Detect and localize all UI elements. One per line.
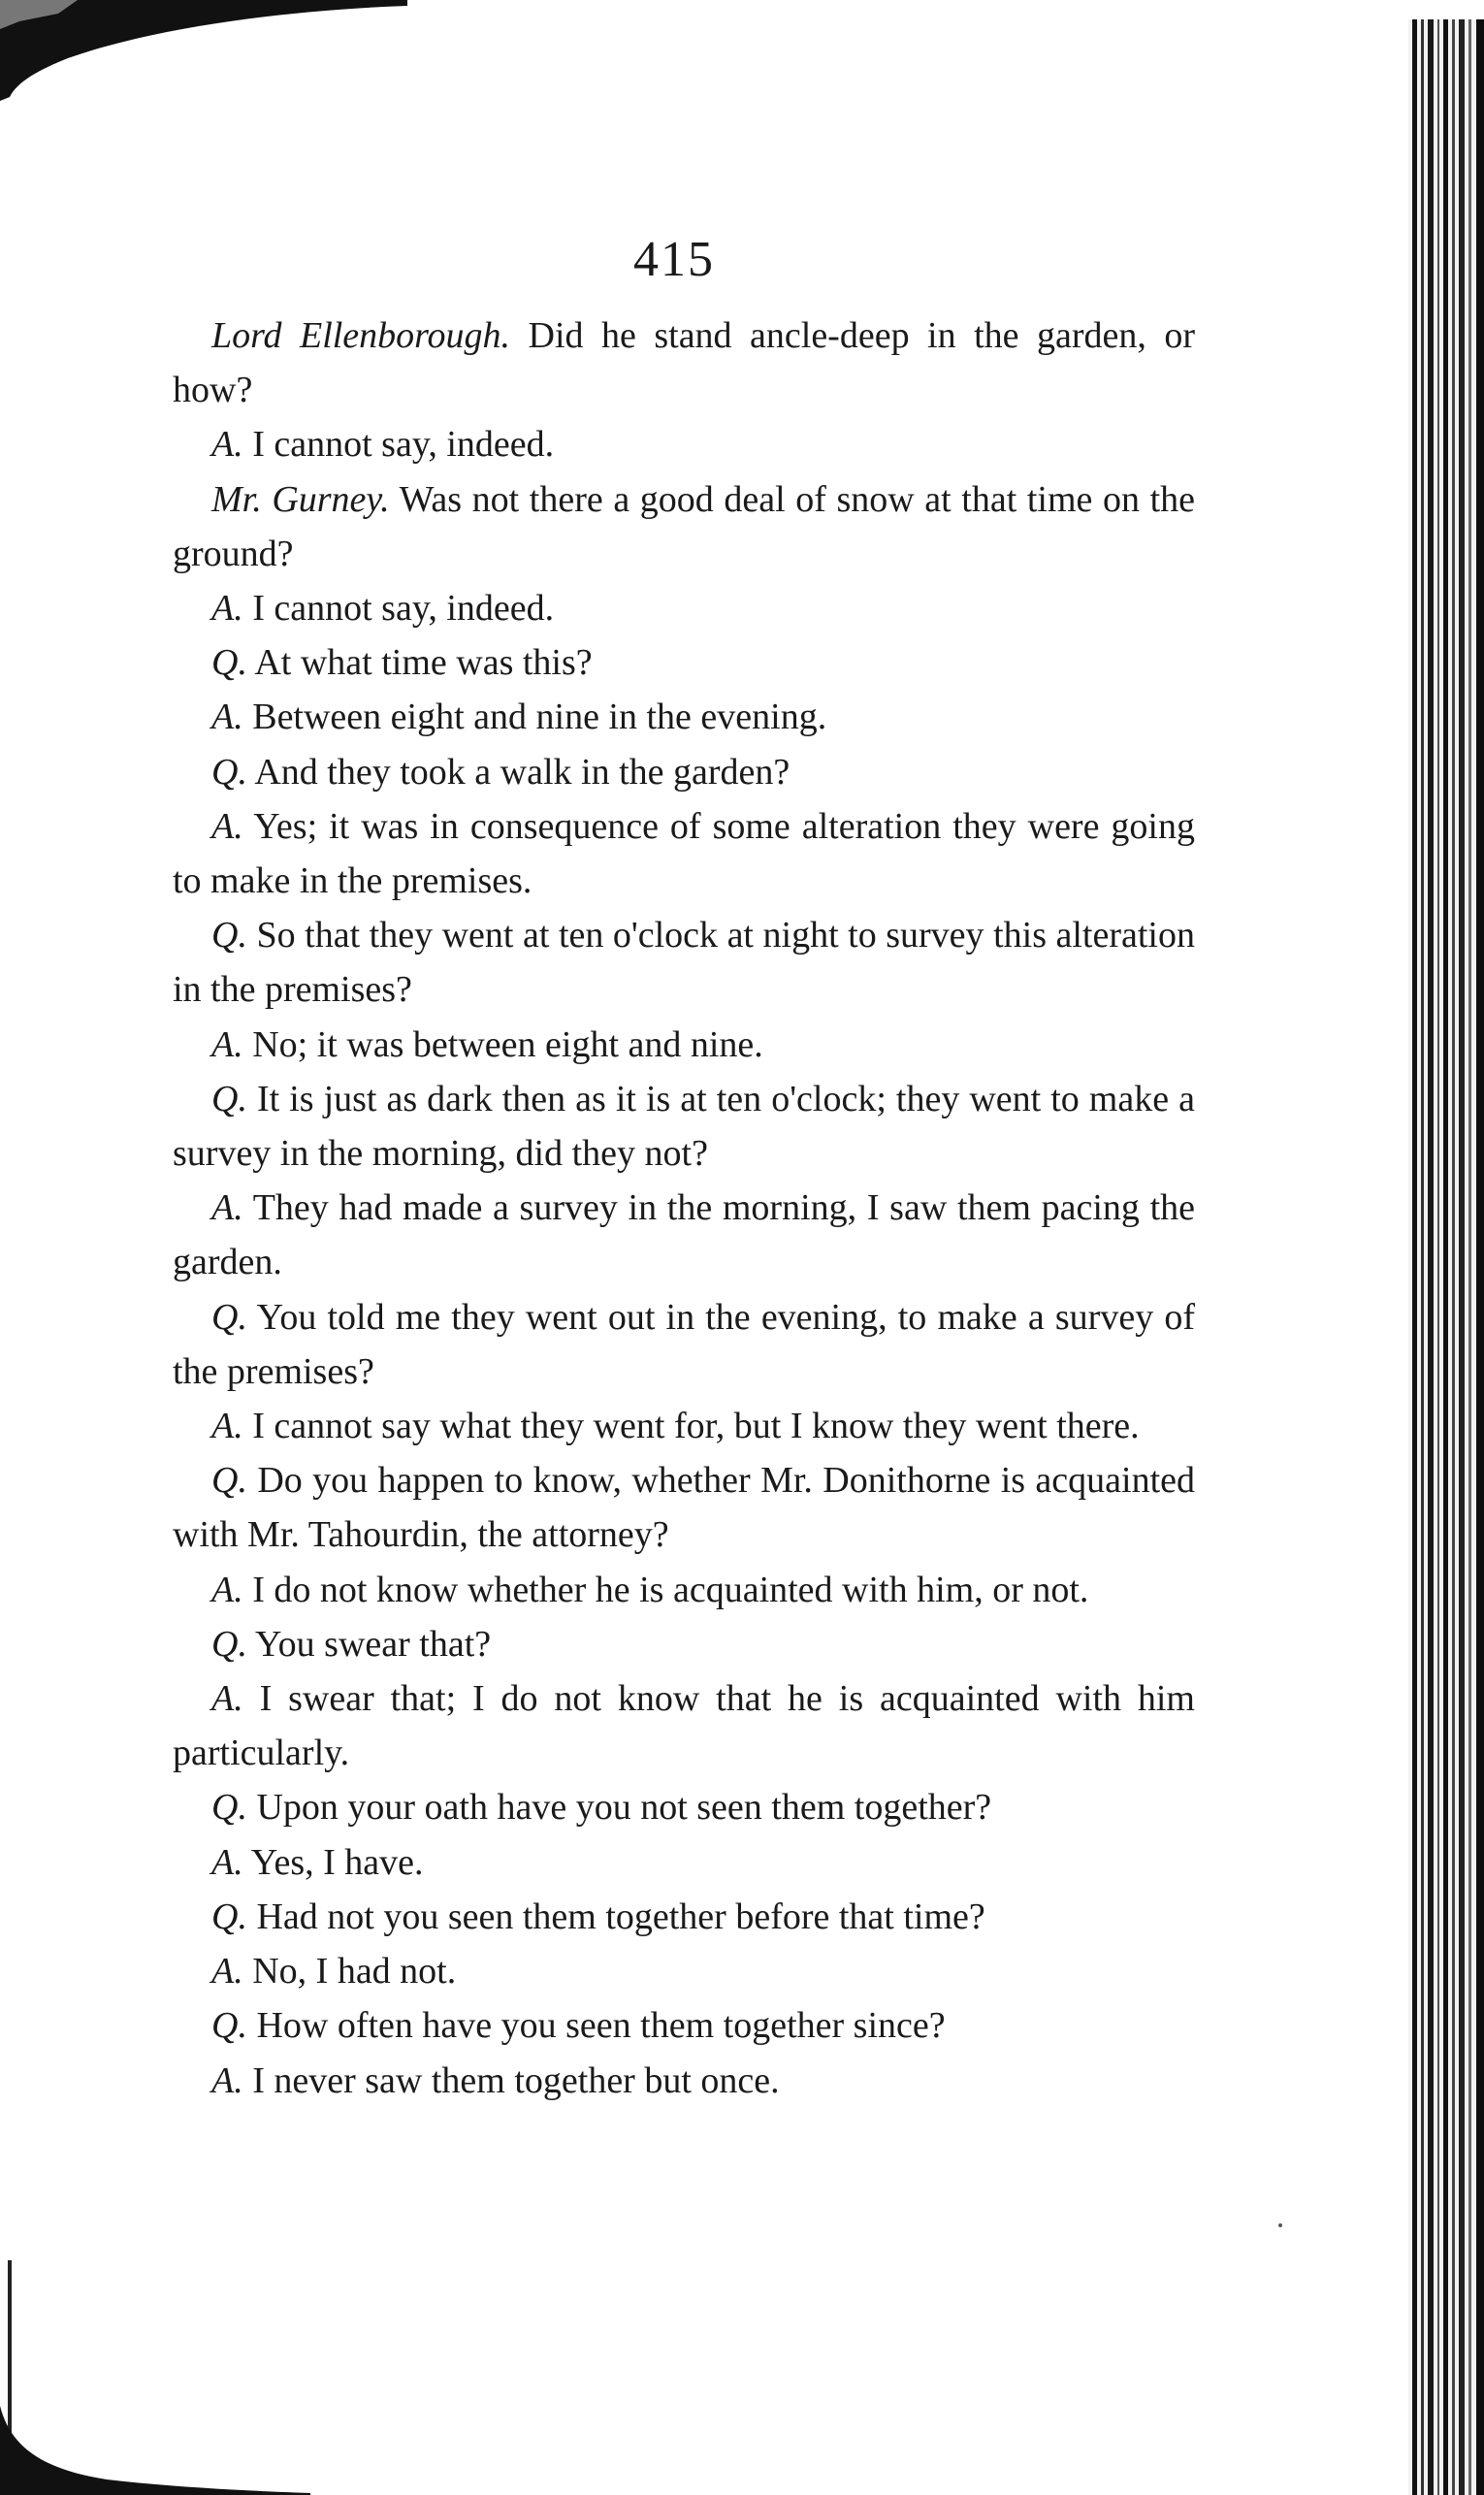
- dialogue-paragraph: [173, 1780, 1195, 1834]
- speaker-label: Q.: [211, 2005, 247, 2047]
- dialogue-paragraph: [173, 1890, 1195, 1944]
- dialogue-line: I cannot say what they went for, but I know they went there.: [242, 1406, 1140, 1447]
- dialogue-paragraph: [173, 799, 1195, 908]
- dialogue-line: It is just as dark then as it is at ten o'clock; they went to make a survey in the morning, did they not?: [173, 1078, 1195, 1175]
- dialogue-line: Was not there a good deal of snow at that time on the ground?: [173, 478, 1195, 574]
- dialogue-paragraph: [173, 1944, 1195, 1998]
- speaker-label: A.: [211, 424, 243, 466]
- dialogue-paragraph: [173, 417, 1195, 471]
- dialogue-paragraph: [173, 1072, 1195, 1181]
- speaker-label: Lord Ellenborough.: [211, 315, 511, 356]
- speaker-label: A.: [211, 805, 243, 847]
- dialogue-line: I cannot say, indeed.: [242, 588, 555, 630]
- dialogue-paragraph: [173, 581, 1195, 635]
- dialogue-line: Between eight and nine in the evening.: [242, 697, 827, 738]
- scan-shadow-top-left: [0, 0, 407, 107]
- dialogue-paragraph: [173, 1835, 1195, 1890]
- dialogue-line: Had not you seen them together before that time?: [246, 1896, 985, 1937]
- dialogue-line: Do you happen to know, whether Mr. Donithorne is acquainted with Mr. Tahourdin, the attorney?: [173, 1460, 1195, 1556]
- dialogue-paragraph: [173, 1290, 1195, 1399]
- speaker-label: A.: [211, 2059, 243, 2101]
- speaker-label: Q.: [211, 915, 247, 956]
- speaker-label: Q.: [211, 1296, 247, 1338]
- scan-shadow-bottom-left: [0, 2260, 310, 2495]
- dialogue-line: No; it was between eight and nine.: [242, 1023, 763, 1065]
- dialogue-line: You swear that?: [246, 1623, 492, 1665]
- speaker-label: A.: [211, 1187, 243, 1229]
- dialogue-paragraph: [173, 1563, 1195, 1617]
- print-speck: [1278, 2223, 1282, 2227]
- dialogue-line: So that they went at ten o'clock at night to survey this alteration in the premises?: [173, 915, 1195, 1011]
- dialogue-line: I do not know whether he is acquainted with him, or not.: [242, 1569, 1089, 1610]
- dialogue-line: You told me they went out in the evening, to make a survey of the premises?: [173, 1296, 1195, 1392]
- speaker-label: A.: [211, 588, 243, 630]
- speaker-label: A.: [211, 1951, 243, 1993]
- dialogue-paragraph: [173, 1399, 1195, 1453]
- dialogue-line: How often have you seen them together since?: [246, 2005, 946, 2047]
- dialogue-paragraph: [173, 635, 1195, 690]
- dialogue-paragraph: [173, 472, 1195, 581]
- speaker-label: A.: [211, 1569, 243, 1610]
- dialogue-line: Upon your oath have you not seen them together?: [246, 1787, 992, 1829]
- dialogue-paragraph: [173, 1453, 1195, 1562]
- dialogue-paragraph: [173, 745, 1195, 799]
- dialogue-line: No, I had not.: [242, 1951, 457, 1993]
- page-number: 415: [633, 232, 715, 287]
- speaker-label: Mr. Gurney.: [211, 478, 390, 520]
- speaker-label: A.: [211, 1023, 243, 1065]
- speaker-label: Q.: [211, 1078, 247, 1119]
- dialogue-line: I cannot say, indeed.: [242, 424, 555, 466]
- dialogue-paragraph: [173, 308, 1195, 417]
- book-binding-edge: [1408, 19, 1484, 2495]
- speaker-label: Q.: [211, 642, 247, 684]
- dialogue-paragraph: [173, 2054, 1195, 2108]
- speaker-label: Q.: [211, 1460, 247, 1502]
- speaker-label: A.: [211, 1678, 243, 1720]
- speaker-label: A.: [211, 1841, 243, 1883]
- dialogue-paragraph: [173, 1617, 1195, 1671]
- dialogue-line: Yes; it was in consequence of some alteration they were going to make in the premises.: [173, 805, 1195, 902]
- dialogue-paragraph: [173, 908, 1195, 1017]
- speaker-label: Q.: [211, 751, 247, 793]
- dialogue-paragraph: [173, 1998, 1195, 2053]
- dialogue-line: And they took a walk in the garden?: [246, 751, 790, 793]
- dialogue-line: I swear that; I do not know that he is acquainted with him particularly.: [173, 1678, 1195, 1774]
- dialogue-paragraph: [173, 690, 1195, 744]
- dialogue-line: I never saw them together but once.: [242, 2059, 780, 2101]
- speaker-label: A.: [211, 697, 243, 738]
- dialogue-line: Did he stand ancle-deep in the garden, or how?: [173, 315, 1195, 411]
- dialogue-paragraph: [173, 1671, 1195, 1780]
- dialogue-paragraph: [173, 1181, 1195, 1289]
- dialogue-line: Yes, I have.: [242, 1841, 424, 1883]
- speaker-label: Q.: [211, 1623, 247, 1665]
- dialogue-line: They had made a survey in the morning, I saw them pacing the garden.: [173, 1187, 1195, 1283]
- speaker-label: Q.: [211, 1787, 247, 1829]
- speaker-label: A.: [211, 1406, 243, 1447]
- speaker-label: Q.: [211, 1896, 247, 1937]
- dialogue-paragraph: [173, 1018, 1195, 1072]
- dialogue-line: At what time was this?: [246, 642, 593, 684]
- dialogue-text: [173, 308, 1195, 2108]
